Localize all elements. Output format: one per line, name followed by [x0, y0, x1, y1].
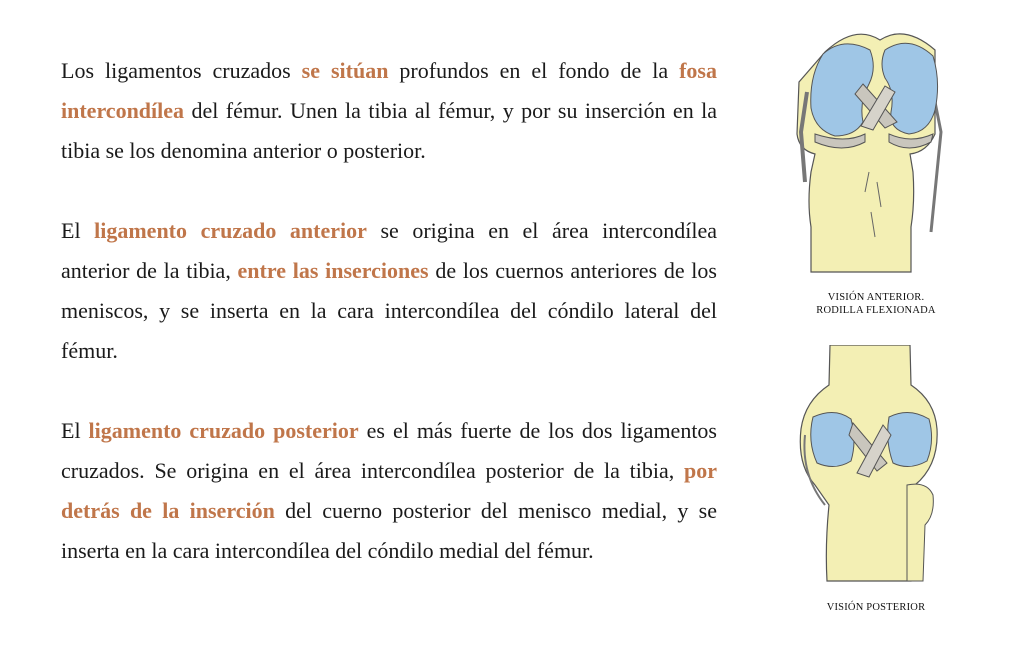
paragraph-text: es el más fuerte de los dos ligamentos cruzados. Se origina en el área intercondílea posterior de la tibia,	[61, 418, 717, 483]
paragraph-text: de los cuernos anteriores de los meniscos, y se inserta en la cara intercondílea del cóndilo lateral del fémur.	[61, 258, 717, 363]
highlighted-term: se sitúan	[301, 58, 389, 83]
paragraph-acl	[61, 211, 717, 371]
paragraph-text: del fémur. Unen la tibia al fémur, y por su inserción en la tibia se los denomina anterior o posterior.	[61, 98, 717, 163]
paragraph-text: El	[61, 418, 89, 443]
highlighted-term: fosa intercondílea	[61, 58, 717, 123]
anterior-caption	[776, 291, 976, 317]
highlighted-term: ligamento cruzado anterior	[94, 218, 367, 243]
knee-anterior-illustration	[785, 22, 965, 277]
paragraph-text: profundos en el fondo de la	[388, 58, 680, 83]
paragraph-text: del cuerno posterior del menisco medial, y se inserta en la cara intercondílea del cóndilo medial del fémur.	[61, 498, 717, 563]
posterior-caption: VISIÓN POSTERIOR	[826, 602, 926, 613]
highlighted-term: entre las inserciones	[237, 258, 429, 283]
knee-posterior-illustration	[795, 345, 945, 585]
paragraph-text: Los ligamentos cruzados	[61, 58, 302, 83]
anterior-caption-line1: VISIÓN ANTERIOR.	[827, 292, 925, 303]
highlighted-term: ligamento cruzado posterior	[88, 418, 359, 443]
anterior-caption-line2: RODILLA FLEXIONADA	[816, 305, 936, 316]
highlighted-term: por detrás de la inserción	[61, 458, 717, 523]
paragraph-text: El	[61, 218, 95, 243]
paragraph-text: se origina en el área intercondílea anterior de la tibia,	[61, 218, 717, 283]
text-column	[61, 51, 717, 571]
paragraph-intro	[61, 51, 717, 171]
paragraph-pcl	[61, 411, 717, 571]
